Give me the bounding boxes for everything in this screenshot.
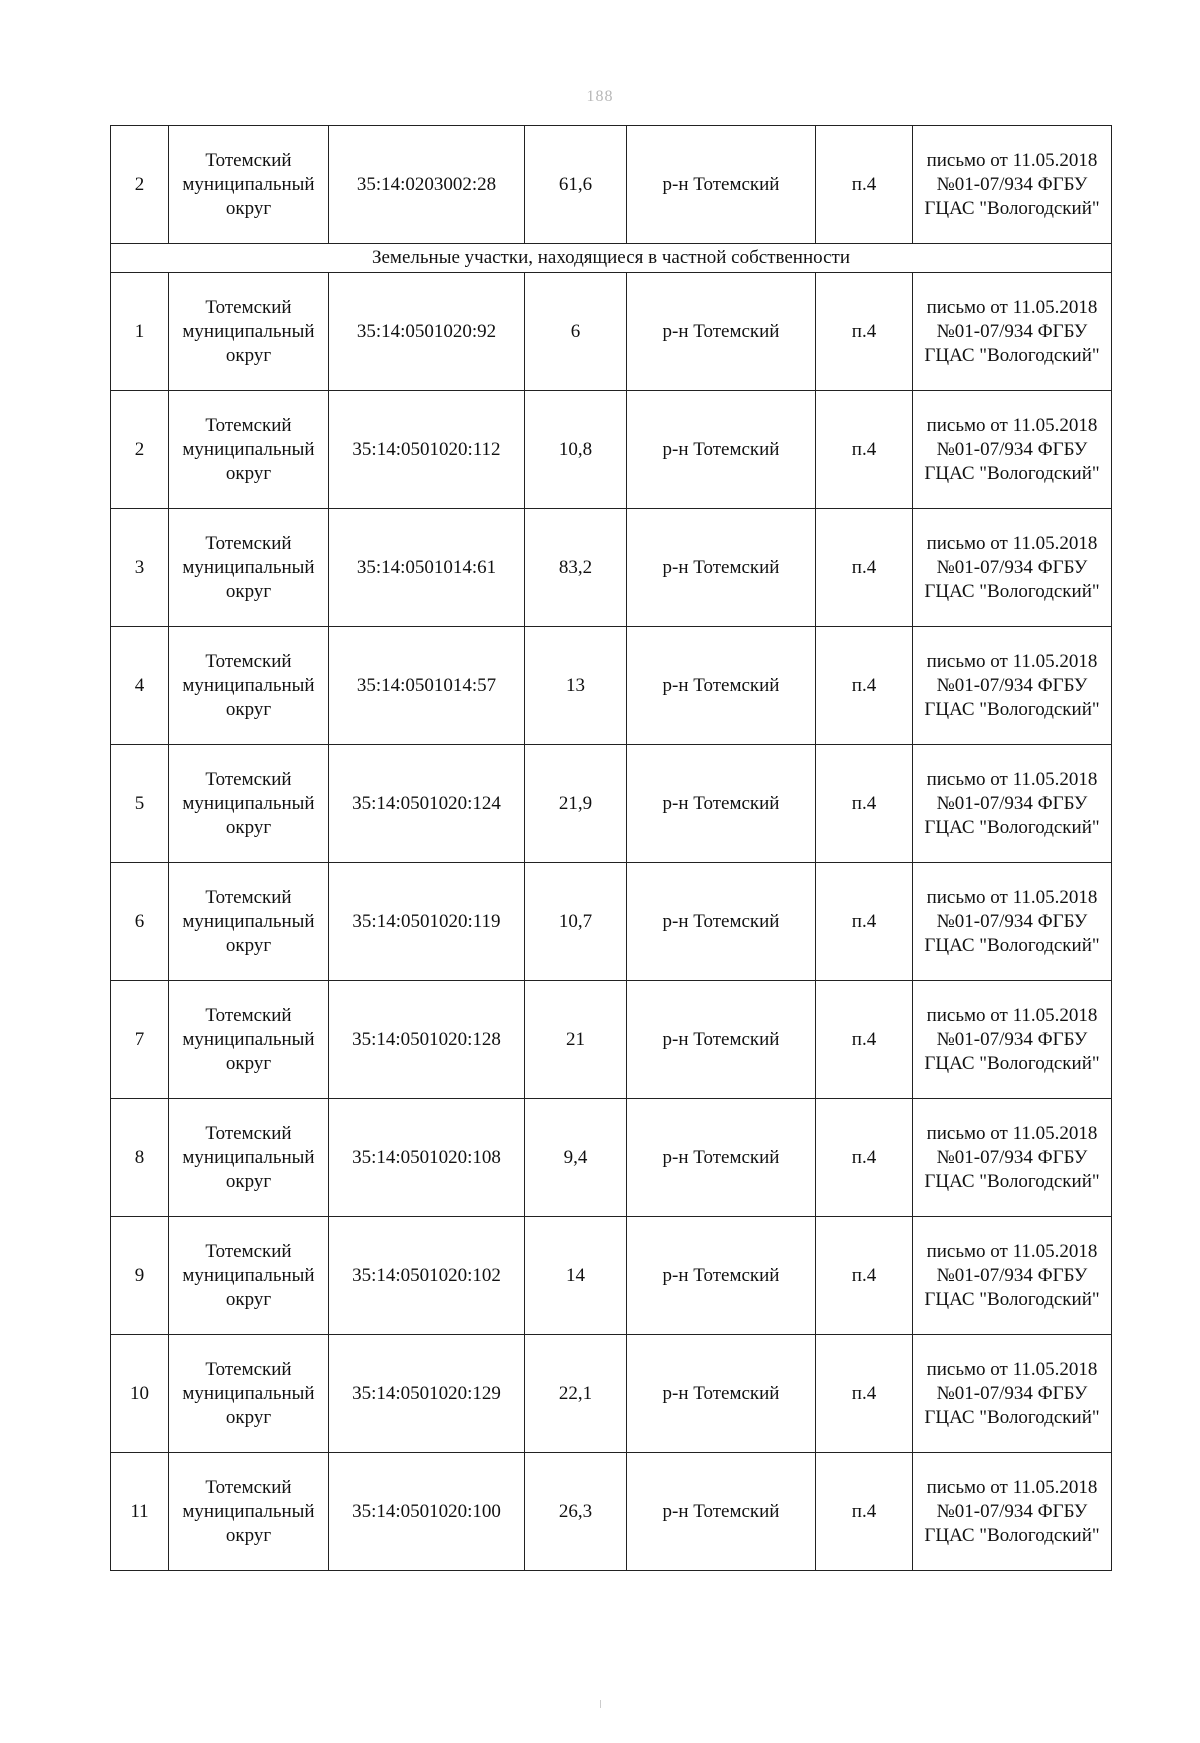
cell-clause: п.4 [816,391,913,509]
cell-document: письмо от 11.05.2018 №01-07/934 ФГБУ ГЦАС "Вологодский" [913,1217,1112,1335]
table-row [111,273,1112,391]
cell-cadastral-number: 35:14:0501020:119 [329,863,525,981]
cell-clause: п.4 [816,126,913,244]
cell-district: р-н Тотемский [627,627,816,745]
cell-district: р-н Тотемский [627,1099,816,1217]
cell-district: р-н Тотемский [627,1335,816,1453]
cell-area: 83,2 [525,509,627,627]
cell-area: 13 [525,627,627,745]
cell-area: 21,9 [525,745,627,863]
cell-number: 7 [111,981,169,1099]
cell-cadastral-number: 35:14:0501014:61 [329,509,525,627]
cell-cadastral-number: 35:14:0501014:57 [329,627,525,745]
cell-clause: п.4 [816,1217,913,1335]
cell-district: р-н Тотемский [627,126,816,244]
cell-district: р-н Тотемский [627,509,816,627]
cell-document: письмо от 11.05.2018 №01-07/934 ФГБУ ГЦАС "Вологодский" [913,745,1112,863]
cell-number: 2 [111,126,169,244]
cell-document: письмо от 11.05.2018 №01-07/934 ФГБУ ГЦАС "Вологодский" [913,1099,1112,1217]
cell-number: 9 [111,1217,169,1335]
cell-number: 8 [111,1099,169,1217]
cell-clause: п.4 [816,1099,913,1217]
scan-artifact [600,1700,601,1708]
cell-clause: п.4 [816,745,913,863]
cell-document: письмо от 11.05.2018 №01-07/934 ФГБУ ГЦАС "Вологодский" [913,126,1112,244]
cell-number: 6 [111,863,169,981]
table-row [111,1099,1112,1217]
cell-municipal-okrug: Тотемский муниципальный округ [169,863,329,981]
cell-clause: п.4 [816,1453,913,1571]
cell-district: р-н Тотемский [627,391,816,509]
cell-document: письмо от 11.05.2018 №01-07/934 ФГБУ ГЦАС "Вологодский" [913,1335,1112,1453]
table-row [111,126,1112,244]
cell-municipal-okrug: Тотемский муниципальный округ [169,981,329,1099]
cell-municipal-okrug: Тотемский муниципальный округ [169,1217,329,1335]
cell-cadastral-number: 35:14:0501020:112 [329,391,525,509]
cell-municipal-okrug: Тотемский муниципальный округ [169,745,329,863]
cell-document: письмо от 11.05.2018 №01-07/934 ФГБУ ГЦАС "Вологодский" [913,981,1112,1099]
cell-clause: п.4 [816,981,913,1099]
cell-cadastral-number: 35:14:0501020:108 [329,1099,525,1217]
cell-number: 1 [111,273,169,391]
cell-number: 4 [111,627,169,745]
cell-area: 9,4 [525,1099,627,1217]
cell-cadastral-number: 35:14:0501020:128 [329,981,525,1099]
cell-municipal-okrug: Тотемский муниципальный округ [169,509,329,627]
cell-document: письмо от 11.05.2018 №01-07/934 ФГБУ ГЦАС "Вологодский" [913,863,1112,981]
cell-document: письмо от 11.05.2018 №01-07/934 ФГБУ ГЦАС "Вологодский" [913,627,1112,745]
cell-municipal-okrug: Тотемский муниципальный округ [169,627,329,745]
cell-area: 6 [525,273,627,391]
cell-area: 10,7 [525,863,627,981]
cell-municipal-okrug: Тотемский муниципальный округ [169,1335,329,1453]
table-row [111,1335,1112,1453]
cell-cadastral-number: 35:14:0501020:102 [329,1217,525,1335]
cell-area: 21 [525,981,627,1099]
cell-number: 2 [111,391,169,509]
cell-district: р-н Тотемский [627,1453,816,1571]
section-header-row [111,244,1112,273]
table-row [111,509,1112,627]
cell-district: р-н Тотемский [627,273,816,391]
cell-cadastral-number: 35:14:0501020:129 [329,1335,525,1453]
cell-document: письмо от 11.05.2018 №01-07/934 ФГБУ ГЦАС "Вологодский" [913,391,1112,509]
cell-document: письмо от 11.05.2018 №01-07/934 ФГБУ ГЦАС "Вологодский" [913,509,1112,627]
table-row [111,391,1112,509]
cell-municipal-okrug: Тотемский муниципальный округ [169,1453,329,1571]
cell-clause: п.4 [816,509,913,627]
page-number: 188 [586,88,614,105]
cell-cadastral-number: 35:14:0501020:100 [329,1453,525,1571]
cell-municipal-okrug: Тотемский муниципальный округ [169,126,329,244]
cell-area: 10,8 [525,391,627,509]
cell-number: 3 [111,509,169,627]
section-title: Земельные участки, находящиеся в частной собственности [111,244,1112,273]
cell-cadastral-number: 35:14:0501020:124 [329,745,525,863]
cell-clause: п.4 [816,863,913,981]
cell-document: письмо от 11.05.2018 №01-07/934 ФГБУ ГЦАС "Вологодский" [913,1453,1112,1571]
land-plots-table [110,125,1112,1571]
cell-municipal-okrug: Тотемский муниципальный округ [169,1099,329,1217]
cell-clause: п.4 [816,273,913,391]
cell-document: письмо от 11.05.2018 №01-07/934 ФГБУ ГЦАС "Вологодский" [913,273,1112,391]
table-row [111,1453,1112,1571]
cell-number: 10 [111,1335,169,1453]
cell-district: р-н Тотемский [627,863,816,981]
cell-district: р-н Тотемский [627,745,816,863]
cell-area: 26,3 [525,1453,627,1571]
cell-clause: п.4 [816,627,913,745]
table-row [111,745,1112,863]
cell-municipal-okrug: Тотемский муниципальный округ [169,391,329,509]
cell-cadastral-number: 35:14:0501020:92 [329,273,525,391]
cell-clause: п.4 [816,1335,913,1453]
cell-area: 22,1 [525,1335,627,1453]
cell-district: р-н Тотемский [627,981,816,1099]
cell-cadastral-number: 35:14:0203002:28 [329,126,525,244]
cell-number: 11 [111,1453,169,1571]
table-row [111,863,1112,981]
table-row [111,1217,1112,1335]
cell-area: 14 [525,1217,627,1335]
cell-number: 5 [111,745,169,863]
table-row [111,627,1112,745]
cell-district: р-н Тотемский [627,1217,816,1335]
table-row [111,981,1112,1099]
cell-municipal-okrug: Тотемский муниципальный округ [169,273,329,391]
cell-area: 61,6 [525,126,627,244]
